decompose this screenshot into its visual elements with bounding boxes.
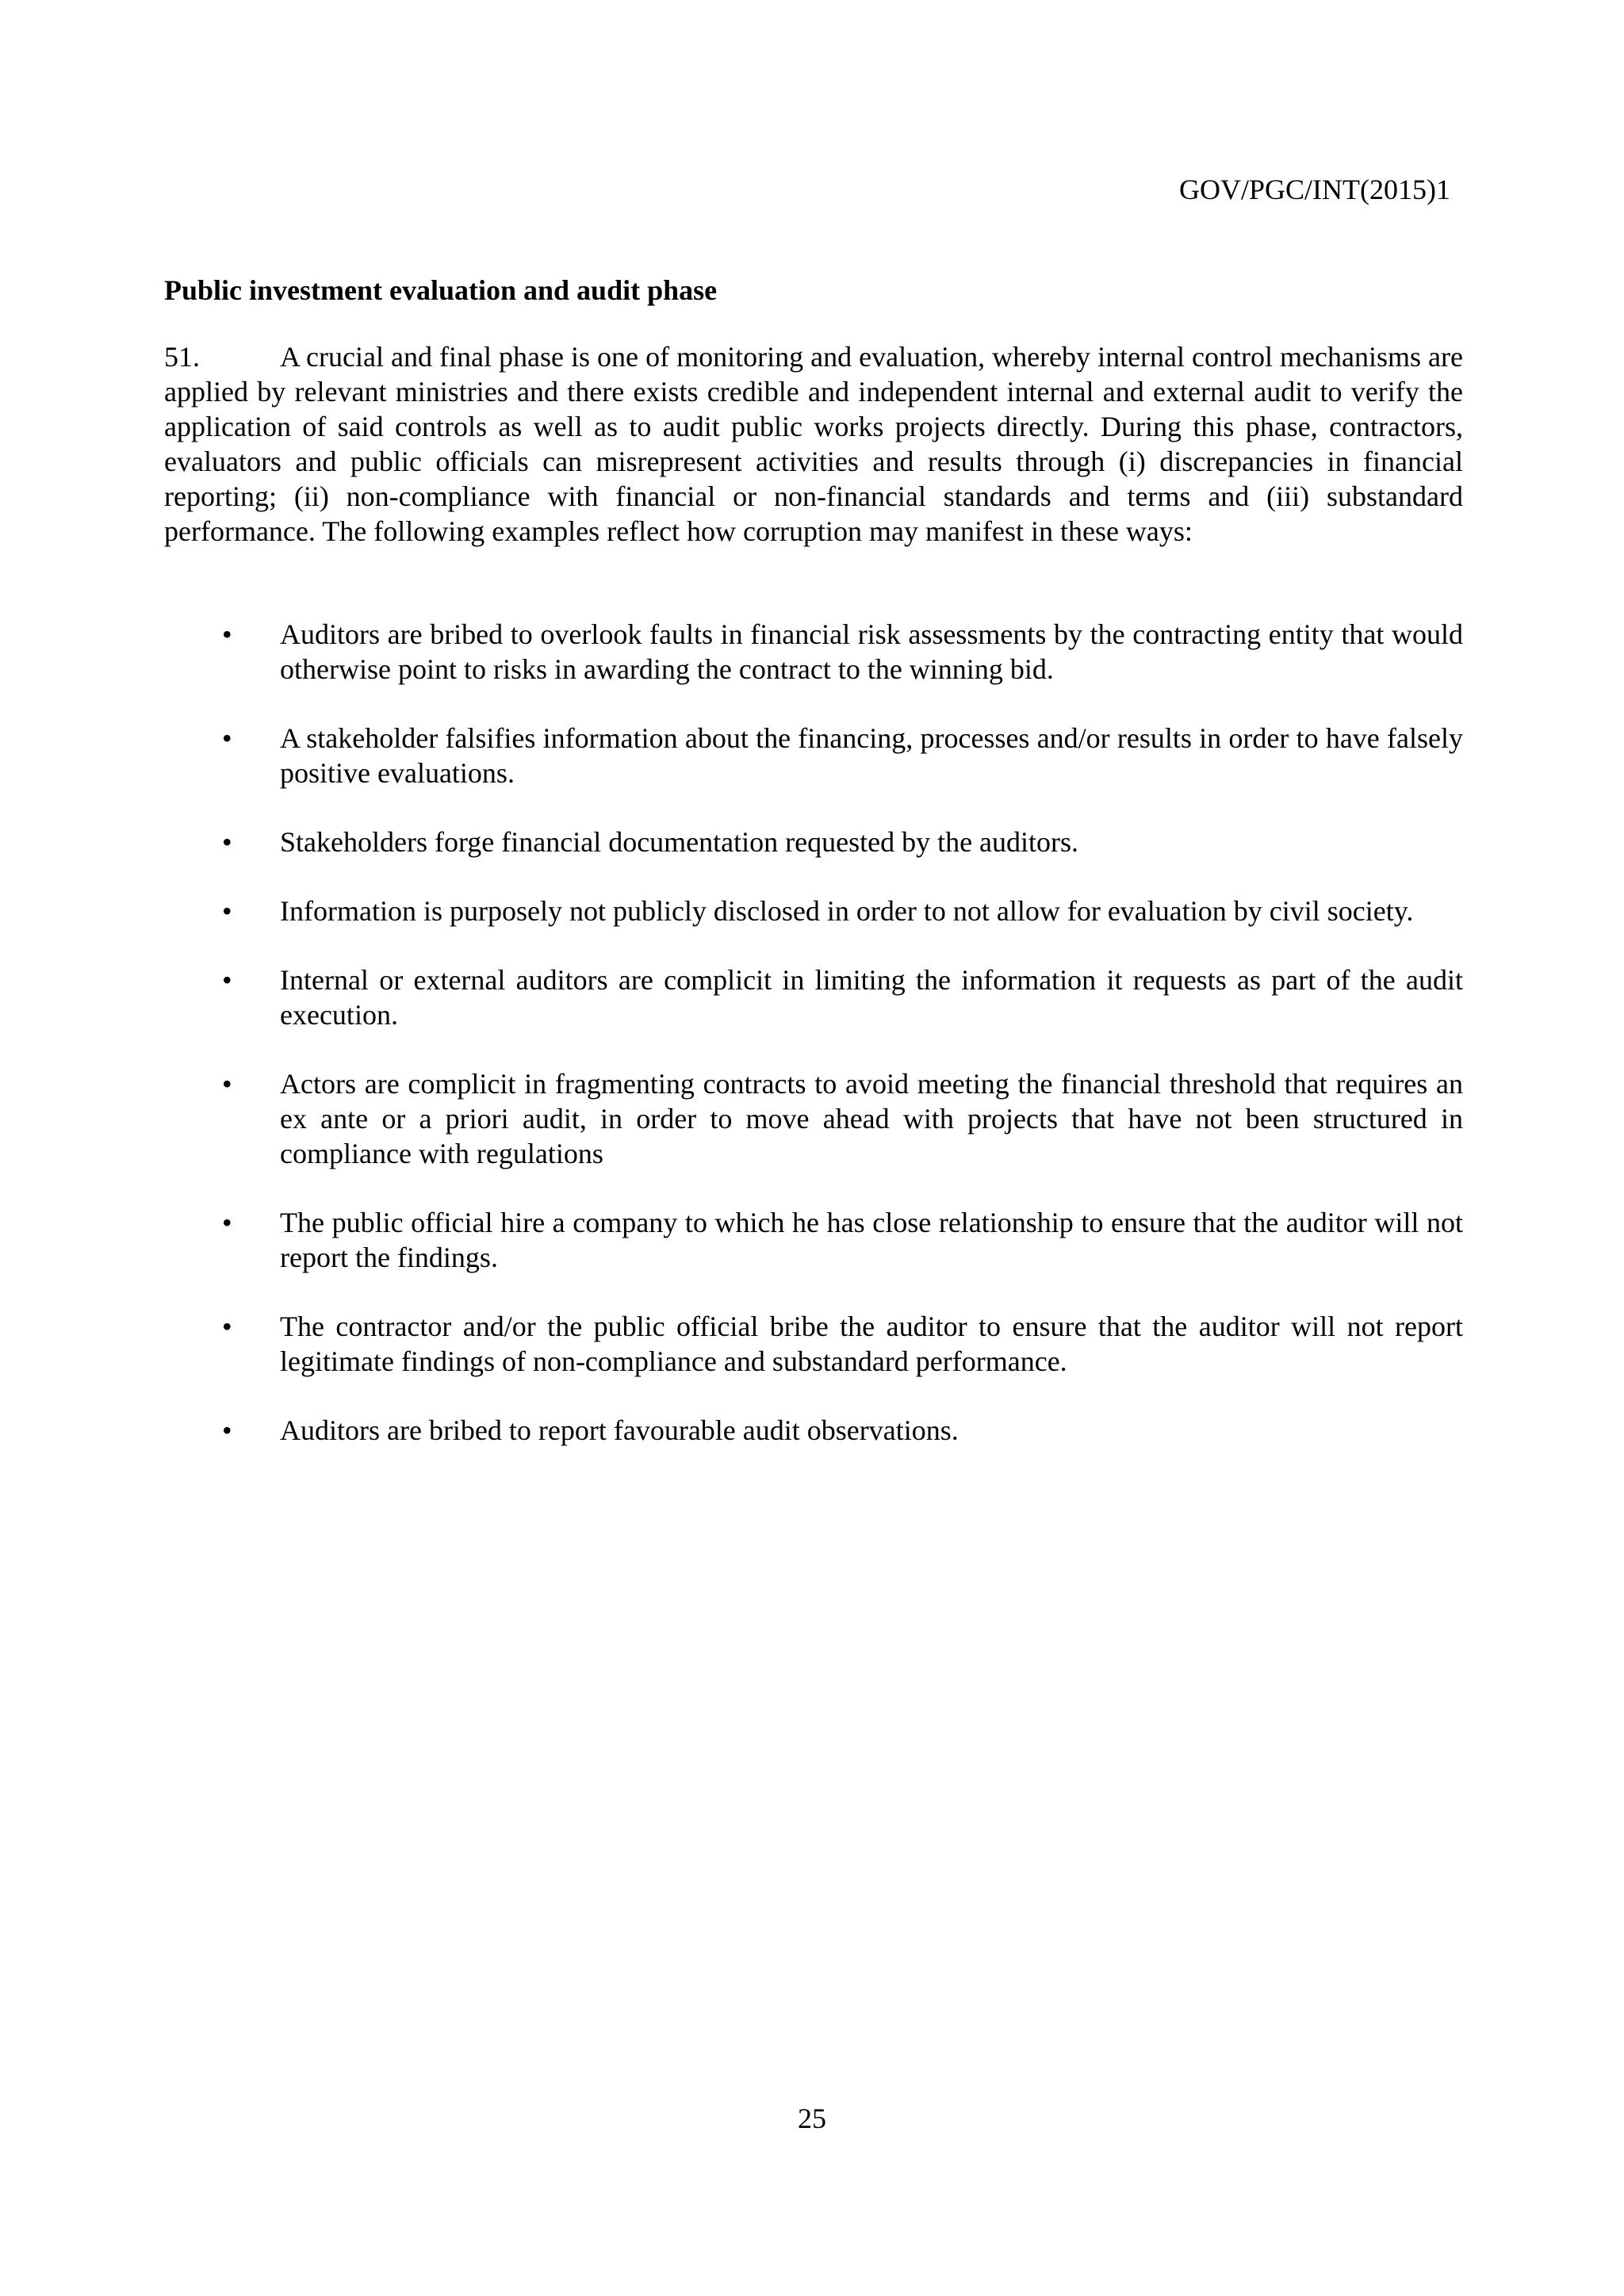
list-item — [164, 894, 1463, 928]
paragraph-text: A crucial and final phase is one of monitoring and evaluation, whereby internal control mechanisms are applied by relevant ministries and there exists credible and independent internal and external audit to verify the application of said controls as well as to audit public works projects directly. During this phase, contractors, evaluators and public officials can misrepresent activities and results through (i) discrepancies in financial reporting; (ii) non-compliance with financial or non-financial standards and terms and (iii) substandard performance. The following examples reflect how corruption may manifest in these ways: — [164, 341, 1463, 547]
page-number: 25 — [798, 2103, 826, 2134]
list-item-text: Internal or external auditors are complicit in limiting the information it requests as part of the audit execution. — [280, 964, 1463, 1031]
list-item — [164, 825, 1463, 859]
list-item — [164, 1205, 1463, 1275]
list-item-text: Information is purposely not publicly disclosed in order to not allow for evaluation by civil society. — [280, 895, 1414, 927]
document-reference: GOV/PGC/INT(2015)1 — [1179, 174, 1450, 205]
bullet-icon: • — [222, 964, 232, 996]
list-item — [164, 1309, 1463, 1379]
bullet-icon: • — [222, 1207, 232, 1238]
list-item-text: The contractor and/or the public official bribe the auditor to ensure that the auditor will not report legitimate findings of non-compliance and substandard performance. — [280, 1311, 1463, 1377]
list-item — [164, 1413, 1463, 1448]
bullet-icon: • — [222, 1311, 232, 1342]
list-item-text: The public official hire a company to which he has close relationship to ensure that the auditor will not report the findings. — [280, 1207, 1463, 1273]
list-item — [164, 1066, 1463, 1171]
bullet-icon: • — [222, 895, 232, 927]
list-item — [164, 962, 1463, 1032]
bullet-icon: • — [222, 1068, 232, 1100]
bullet-icon: • — [222, 1414, 232, 1446]
paragraph-51 — [164, 339, 1463, 549]
bullet-icon: • — [222, 826, 232, 858]
section-heading: Public investment evaluation and audit phase — [164, 274, 718, 306]
paragraph-number: 51. — [164, 341, 200, 373]
bullet-icon: • — [222, 618, 232, 650]
list-item-text: Auditors are bribed to report favourable audit observations. — [280, 1414, 959, 1446]
list-item — [164, 721, 1463, 790]
list-item-text: Auditors are bribed to overlook faults in financial risk assessments by the contracting entity that would otherwise point to risks in awarding the contract to the winning bid. — [280, 618, 1463, 685]
list-item-text: A stakeholder falsifies information about the financing, processes and/or results in order to have falsely positive evaluations. — [280, 722, 1463, 789]
bullet-icon: • — [222, 722, 232, 754]
list-item-text: Actors are complicit in fragmenting contracts to avoid meeting the financial threshold that requires an ex ante or a priori audit, in order to move ahead with projects that have not been structured in compliance with regulations — [280, 1068, 1463, 1169]
list-item-text: Stakeholders forge financial documentation requested by the auditors. — [280, 826, 1079, 858]
examples-list — [164, 617, 1463, 1482]
list-item — [164, 617, 1463, 687]
